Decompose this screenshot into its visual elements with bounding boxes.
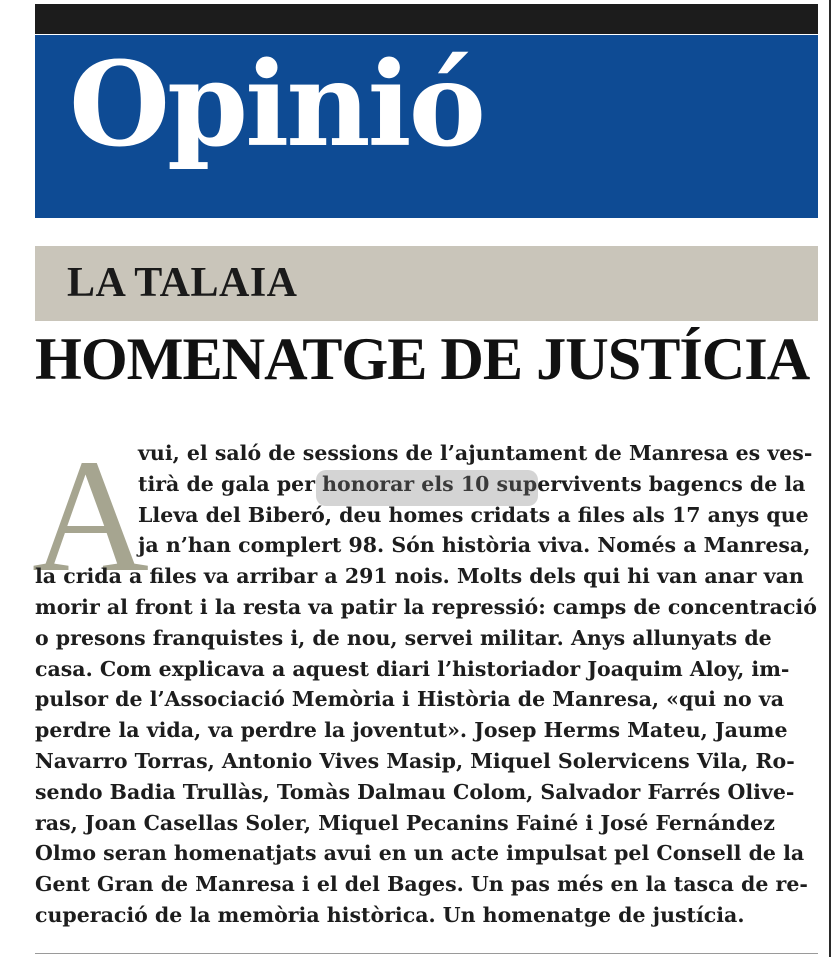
column-band [35,246,818,321]
bottom-rule [35,953,818,954]
body-line: la crida a files va arribar a 291 nois. Molts dels qui hi van anar van [35,564,804,589]
body-line: Olmo seran homenatjats avui en un acte impulsat pel Consell de la [35,841,805,866]
article-body [35,438,819,931]
column-name: LA TALAIA [67,260,298,306]
drop-cap: A [32,427,149,606]
body-line: ras, Joan Casellas Soler, Miquel Pecanins Fainé i José Fernández [35,810,775,835]
body-line: pulsor de l’Associació Memòria i Història de Manresa, «qui no va [35,687,785,712]
body-line: Navarro Torras, Antonio Vives Masip, Miquel Solervicens Vila, Ro- [35,748,795,773]
section-title: Opinió [69,37,483,173]
body-line: casa. Com explicava a aquest diari l’historiador Joaquim Aloy, im- [35,656,790,681]
section-banner [35,35,818,218]
body-line: Lleva del Biberó, deu homes cridats a files als 17 anys que [138,502,809,527]
body-line: o presons franquistes i, de nou, servei militar. Anys allunyats de [35,625,772,650]
article-headline: HOMENATGE DE JUSTÍCIA [35,326,810,393]
body-line: ja n’han complert 98. Són història viva. Només a Manresa, [138,533,811,558]
body-line: vui, el saló de sessions de l’ajuntament de Manresa es ves- [138,441,813,465]
translucent-overlay [316,470,538,506]
body-line: tirà de gala per honorar els 10 supervivents bagencs de la [138,471,806,496]
page-edge-rule [829,0,831,957]
body-line: sendo Badia Trullàs, Tomàs Dalmau Colom, Salvador Farrés Olive- [35,779,795,804]
body-line: morir al front i la resta va patir la repressió: camps de concentració [35,594,817,619]
body-line: Gent Gran de Manresa i el del Bages. Un pas més en la tasca de re- [35,872,808,897]
top-black-bar [35,4,818,34]
body-line: cuperació de la memòria històrica. Un homenatge de justícia. [35,902,745,927]
body-line: perdre la vida, va perdre la joventut». Josep Herms Mateu, Jaume [35,718,788,743]
